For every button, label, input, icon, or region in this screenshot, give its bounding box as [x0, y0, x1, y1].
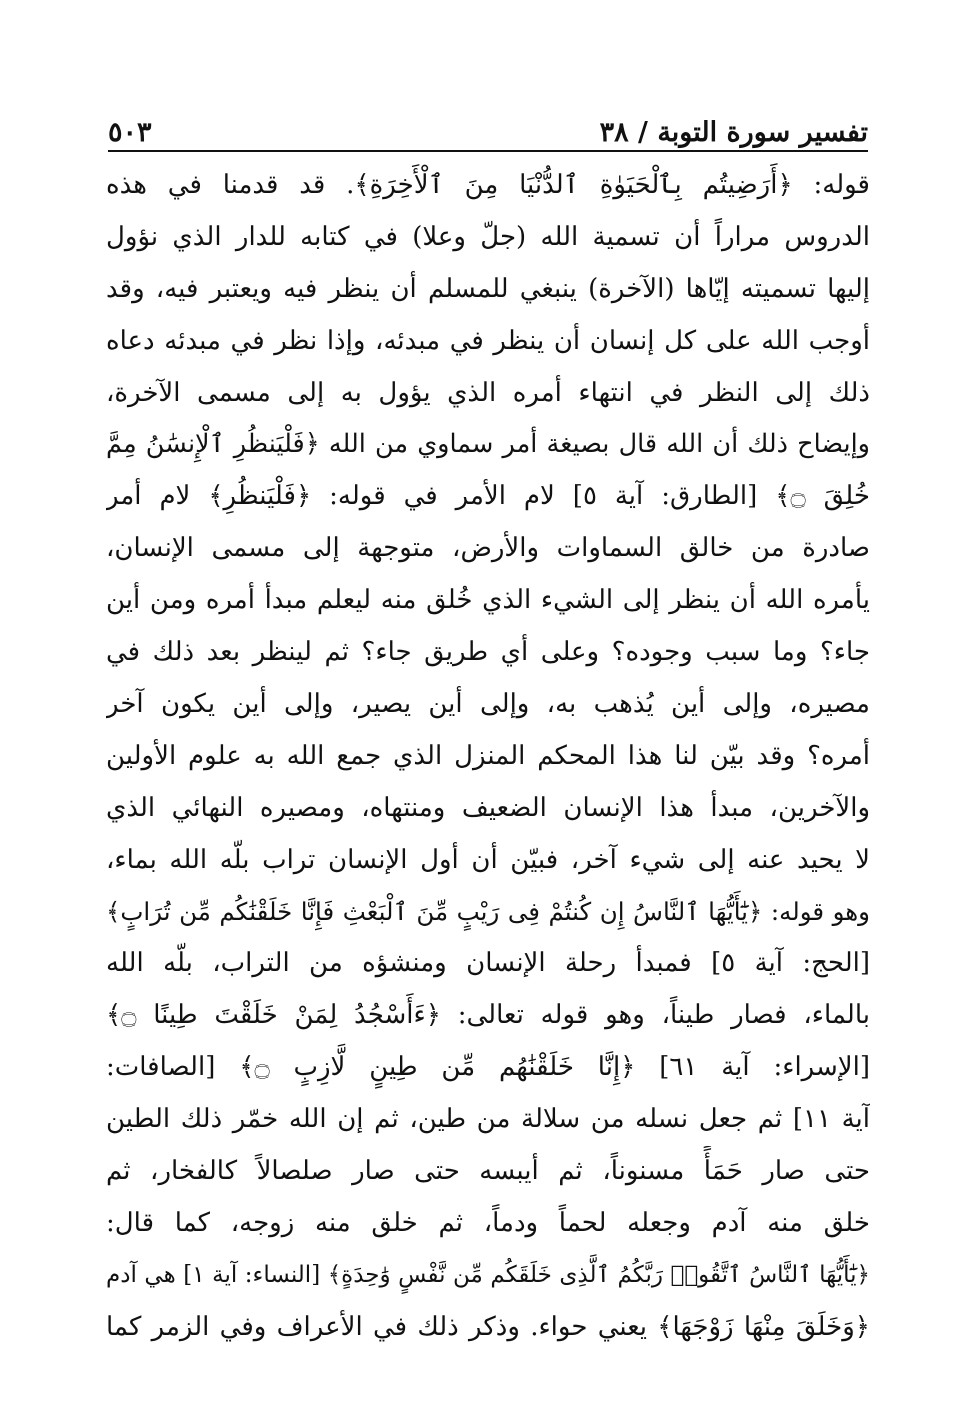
text-line: [الإسراء: آية ٦١] ﴿إِنَّا خَلَقْنَٰهُم مِّن طِينٍ لَّازِبٍ ۝﴾ [الصافات:	[106, 1052, 870, 1083]
text-line: الدروس مراراً أن تسمية الله (جلّ وعلا) في كتابه للدار الذي نؤول	[106, 221, 870, 252]
text-line: بالماء، فصار طيناً، وهو قوله تعالى: ﴿ءَأَسْجُدُ لِمَنْ خَلَقْتَ طِينًا ۝﴾	[106, 1000, 870, 1031]
header-rule	[108, 150, 868, 152]
text-line: يأمره الله أن ينظر إلى الشيء الذي خُلق منه ليعلم مبدأ أمره ومن أين	[106, 585, 870, 616]
text-line: صادرة من خالق السماوات والأرض، متوجهة إلى مسمى الإنسان،	[106, 533, 870, 564]
text-line: أمره؟ وقد بيّن لنا هذا المحكم المنزل الذي جمع الله به علوم الأولين	[106, 740, 870, 771]
text-line: [الحج: آية ٥] فمبدأ رحلة الإنسان ومنشؤه من التراب، بلّه الله	[106, 948, 870, 979]
text-line: ذلك إلى النظر في انتهاء أمره الذي يؤول به إلى مسمى الآخرة،	[106, 377, 870, 408]
text-line: ﴿وَخَلَقَ مِنْهَا زَوْجَهَا﴾ يعني حواء. وذكر ذلك في الأعراف وفي الزمر كما	[106, 1311, 870, 1342]
text-line: آية ١١] ثم جعل نسله من سلالة من طين، ثم إن الله خمّر ذلك الطين	[106, 1104, 870, 1135]
text-line: مصيره، وإلى أين يُذهب به، وإلى أين يصير، وإلى أين يكون آخر	[106, 688, 870, 719]
text-line: لا يحيد عنه إلى شيء آخر، فبيّن أن أول الإنسان تراب بلّه الله بماء،	[106, 844, 870, 875]
text-line: وإيضاح ذلك أن الله قال بصيغة أمر سماوي من الله ﴿فَلْيَنظُرِ ٱلْإِنسَٰنُ مِمَّ	[106, 429, 870, 460]
text-line: ﴿يَٰٓأَيُّهَا ٱلنَّاسُ ٱتَّقُوا۟ رَبَّكُمُ ٱلَّذِى خَلَقَكُم مِّن نَّفْسٍ وَٰحِدَةٍ﴾ [النساء: آية ١] هي آدم	[106, 1261, 870, 1288]
running-title: تفسير سورة التوبة / ٣٨	[599, 117, 868, 148]
text-line: جاء؟ وما سبب وجوده؟ وعلى أي طريق جاء؟ ثم لينظر بعد ذلك في	[106, 637, 870, 668]
text-line: وهو قوله: ﴿يَٰٓأَيُّهَا ٱلنَّاسُ إِن كُنتُمْ فِى رَيْبٍ مِّنَ ٱلْبَعْثِ فَإِنَّا خَلَقْنَٰكُم مِّن تُرَابٍ﴾	[106, 897, 870, 927]
text-line: أوجب الله على كل إنسان أن ينظر في مبدئه، وإذا نظر في مبدئه دعاه	[106, 325, 870, 356]
text-line: خلق منه آدم وجعله لحماً ودماً، ثم خلق منه زوجه، كما قال:	[106, 1207, 870, 1238]
text-line: حتى صار حَمَأً مسنوناً، ثم أيبسه حتى صار صلصالاً كالفخار، ثم	[106, 1155, 870, 1186]
text-line: والآخرين، مبدأ هذا الإنسان الضعيف ومنتهاه، ومصيره النهائي الذي	[106, 792, 870, 823]
text-body	[106, 160, 870, 1353]
text-line: قوله: ﴿أَرَضِيتُم بِٱلْحَيَوٰةِ ٱلدُّنْيَا مِنَ ٱلْأَخِرَةِ﴾. قد قدمنا في هذه	[106, 170, 870, 200]
running-header	[108, 104, 868, 148]
text-line: إليها تسميته إيّاها (الآخرة) ينبغي للمسلم أن ينظر فيه ويعتبر فيه، وقد	[106, 273, 870, 304]
text-line: خُلِقَ ۝﴾ [الطارق: آية ٥] لام الأمر في قوله: ﴿فَلْيَنظُرِ﴾ لام أمر	[106, 481, 870, 512]
page-number: ٥٠٣	[108, 117, 152, 148]
